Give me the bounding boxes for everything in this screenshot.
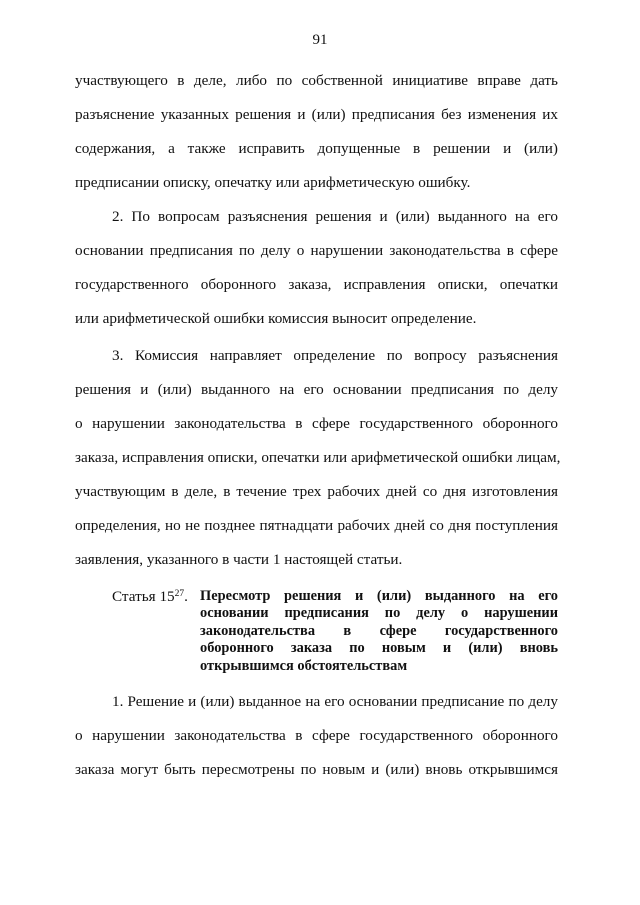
text-line: 1. Решение и (или) выданное на его основании предписание по делу: [112, 693, 558, 710]
text-line: или арифметической ошибки комиссия выносит определение.: [75, 310, 477, 327]
article-title-line: открывшимся обстоятельствам: [200, 657, 408, 674]
text-line: решения и (или) выданного на его основании предписания по делу: [75, 381, 558, 398]
paragraph-3: [75, 339, 561, 577]
paragraph-article-1: [75, 685, 558, 787]
page-number: 91: [312, 32, 328, 48]
text-line: 2. По вопросам разъяснения решения и (или) выданного на его: [112, 208, 558, 225]
text-line: участвующего в деле, либо по собственной инициативе вправе дать: [75, 72, 558, 89]
text-line: о нарушении законодательства в сфере государственного оборонного: [75, 415, 558, 432]
text-line: заявления, указанного в части 1 настоящей статьи.: [75, 551, 403, 568]
text-line: 3. Комиссия направляет определение по вопросу разъяснения: [112, 347, 558, 364]
text-line: предписании описку, опечатку или арифметическую ошибку.: [75, 174, 471, 191]
article-label-superscript: 27: [174, 588, 185, 599]
article-title-line: законодательства в сфере государственного: [200, 622, 558, 639]
article-title: [200, 588, 558, 675]
article-title-line: Пересмотр решения и (или) выданного на его: [200, 588, 558, 604]
paragraph-2: [75, 200, 558, 336]
article-label-suffix: .: [184, 588, 188, 605]
text-line: основании предписания по делу о нарушении законодательства в сфере: [75, 242, 558, 259]
text-line: разъяснение указанных решения и (или) предписания без изменения их: [75, 106, 558, 123]
article-label-text: Статья 15: [112, 588, 175, 605]
article-title-line: основании предписания по делу о нарушении: [200, 605, 558, 622]
text-line: заказа, исправления описки, опечатки или арифметической ошибки лицам,: [75, 449, 561, 466]
paragraph-continued: [75, 64, 558, 200]
text-line: определения, но не позднее пятнадцати рабочих дней со дня поступления: [75, 517, 558, 534]
text-line: содержания, а также исправить допущенные в решении и (или): [75, 140, 558, 157]
text-line: участвующим в деле, в течение трех рабочих дней со дня изготовления: [75, 483, 558, 500]
article-label: [112, 588, 188, 605]
text-line: заказа могут быть пересмотрены по новым и (или) вновь открывшимся: [75, 761, 558, 778]
text-line: государственного оборонного заказа, исправления описки, опечатки: [75, 276, 558, 293]
article-title-line: оборонного заказа по новым и (или) вновь: [200, 640, 558, 657]
text-line: о нарушении законодательства в сфере государственного оборонного: [75, 727, 558, 744]
